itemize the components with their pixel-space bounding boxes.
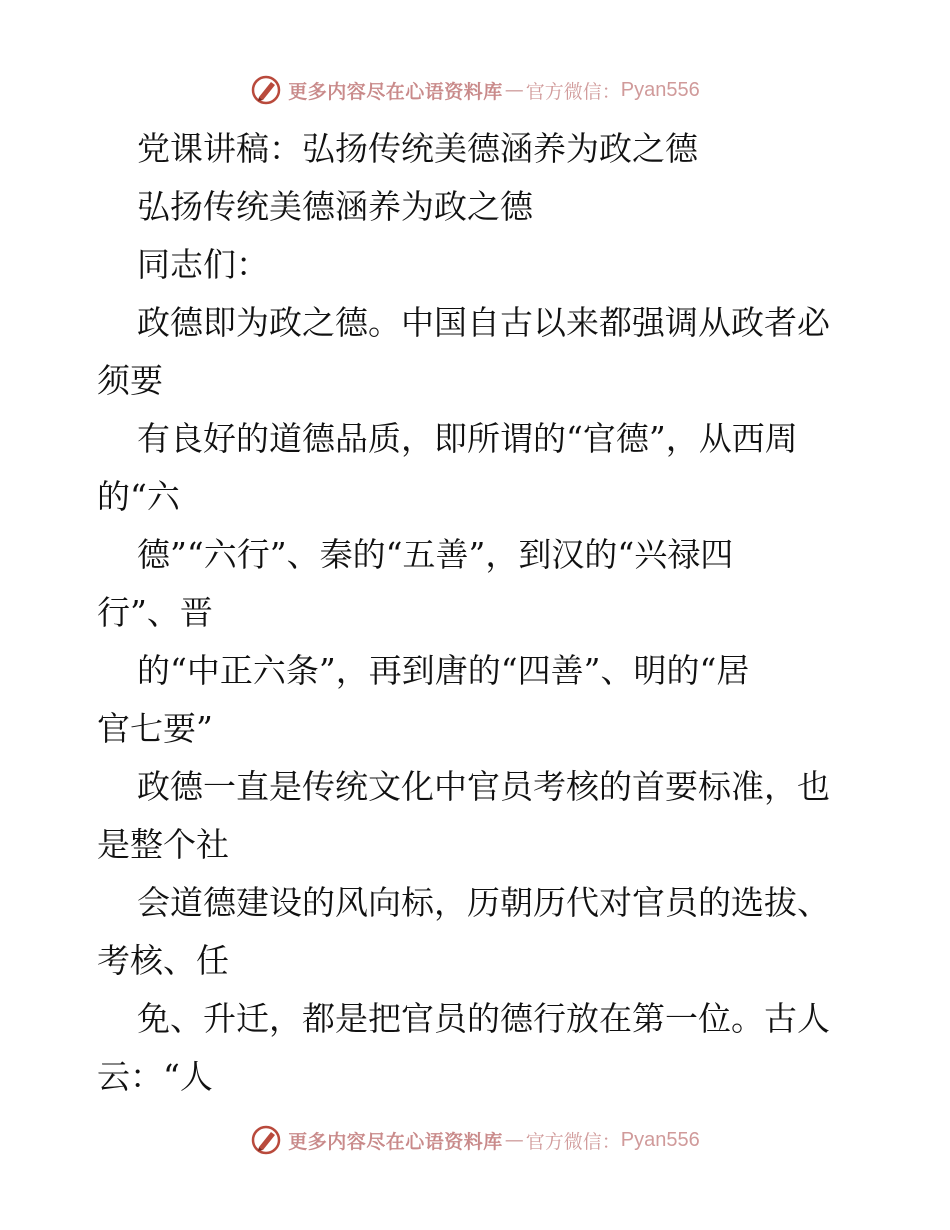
document-line: 的“中正六条”，再到唐的“四善”、明的“居 — [137, 651, 750, 690]
banner-wechat-label: 官方微信： — [525, 1130, 621, 1153]
document-line: 有良好的道德品质，即所谓的“官德”，从西周 — [137, 419, 798, 458]
banner-separator: — — [504, 1129, 524, 1151]
header-banner — [0, 70, 950, 110]
pen-logo-icon — [250, 1124, 282, 1156]
document-line: 考核、任 — [97, 941, 229, 980]
document-line: 行”、晋 — [97, 593, 213, 632]
document-line: 的“六 — [97, 477, 180, 516]
document-line: 是整个社 — [97, 825, 229, 864]
document-line: 德”“六行”、秦的“五善”，到汉的“兴禄四 — [137, 535, 734, 574]
document-line: 弘扬传统美德涵养为政之德 — [137, 187, 533, 226]
banner-wechat-label: 官方微信： — [525, 80, 621, 103]
document-line: 会道德建设的风向标，历朝历代对官员的选拔、 — [137, 883, 830, 922]
document-line: 同志们： — [137, 245, 269, 284]
banner-wechat-id: Pyan556 — [620, 1128, 700, 1151]
pen-logo-icon — [250, 74, 282, 106]
document-line: 政德即为政之德。中国自古以来都强调从政者必 — [137, 303, 830, 342]
banner-brand-text: 更多内容尽在心语资料库 — [288, 80, 503, 103]
document-line: 官七要” — [97, 709, 213, 748]
document-line: 须要 — [97, 361, 163, 400]
banner-brand-text: 更多内容尽在心语资料库 — [288, 1130, 503, 1153]
document-line: 免、升迁，都是把官员的德行放在第一位。古人 — [137, 999, 830, 1038]
banner-separator: — — [504, 79, 524, 101]
document-line: 政德一直是传统文化中官员考核的首要标准，也 — [137, 767, 830, 806]
document-line: 党课讲稿：弘扬传统美德涵养为政之德 — [137, 129, 698, 168]
document-line: 云：“人 — [97, 1057, 213, 1096]
document-body — [97, 120, 857, 1106]
banner-wechat-id: Pyan556 — [620, 78, 700, 101]
footer-banner — [0, 1120, 950, 1160]
